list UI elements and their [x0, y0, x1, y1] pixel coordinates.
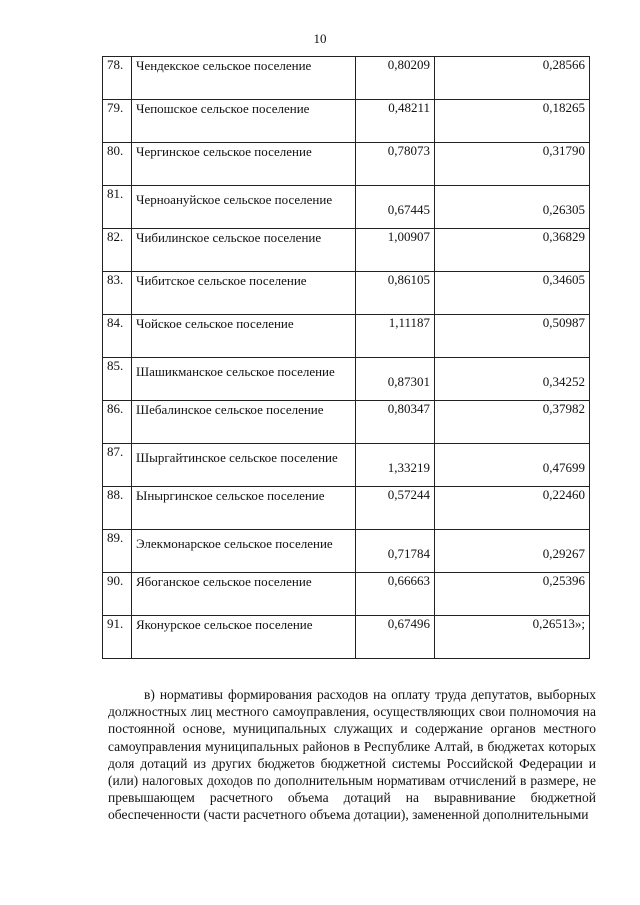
value-1: 0,78073: [356, 143, 435, 186]
table-row: [103, 573, 590, 616]
value-2: 0,34605: [435, 272, 590, 315]
value-2: 0,34252: [435, 358, 590, 401]
value-1: 0,48211: [356, 100, 435, 143]
value-2: 0,37982: [435, 401, 590, 444]
table-row: [103, 487, 590, 530]
value-1: 0,57244: [356, 487, 435, 530]
row-number: 78.: [103, 57, 132, 100]
body-paragraph: в) нормативы формирования расходов на оплату труда депутатов, выборных должностных лиц местного самоуправления, осуществляющих свои полномочия на постоянной основе, муниципальных служащих и содержание органов местного самоуправления муниципальных районов в Республике Алтай, в бюджетах которых доля дотаций из других бюджетов бюджетной системы Российской Федерации и (или) налоговых доходов по дополнительным нормативам отчислений в размере, не превышающем расчетного объема дотаций на выравнивание бюджетной обеспеченности (части расчетного объема дотации), замененной дополнительными: [108, 687, 596, 823]
value-2: 0,28566: [435, 57, 590, 100]
row-number: 81.: [103, 186, 132, 229]
value-2: 0,26305: [435, 186, 590, 229]
value-1: 0,86105: [356, 272, 435, 315]
table-row: [103, 358, 590, 401]
value-1: 1,00907: [356, 229, 435, 272]
settlement-name: Ыныргинское сельское поселение: [132, 487, 356, 530]
row-number: 84.: [103, 315, 132, 358]
table-row: [103, 444, 590, 487]
settlement-name: Чибилинское сельское поселение: [132, 229, 356, 272]
value-1: 0,80209: [356, 57, 435, 100]
table-row: [103, 401, 590, 444]
settlement-name: Чергинское сельское поселение: [132, 143, 356, 186]
settlement-name: Ябоганское сельское поселение: [132, 573, 356, 616]
row-number: 82.: [103, 229, 132, 272]
settlements-table: [102, 56, 590, 659]
page-number: 10: [313, 31, 327, 46]
value-2: 0,47699: [435, 444, 590, 487]
table-row: [103, 186, 590, 229]
row-number: 89.: [103, 530, 132, 573]
row-number: 86.: [103, 401, 132, 444]
settlement-name: Элекмонарское сельское поселение: [132, 530, 356, 573]
table-row: [103, 616, 590, 659]
settlement-name: Чепошское сельское поселение: [132, 100, 356, 143]
value-2: 0,25396: [435, 573, 590, 616]
settlement-name: Шашикманское сельское поселение: [132, 358, 356, 401]
table-row: [103, 530, 590, 573]
value-1: 0,66663: [356, 573, 435, 616]
value-1: 0,71784: [356, 530, 435, 573]
table-row: [103, 143, 590, 186]
value-2: 0,29267: [435, 530, 590, 573]
row-number: 80.: [103, 143, 132, 186]
settlement-name: Чибитское сельское поселение: [132, 272, 356, 315]
value-1: 0,87301: [356, 358, 435, 401]
settlement-name: Шебалинское сельское поселение: [132, 401, 356, 444]
table-row: [103, 229, 590, 272]
table-row: [103, 57, 590, 100]
value-1: 0,80347: [356, 401, 435, 444]
table-row: [103, 100, 590, 143]
value-2: 0,31790: [435, 143, 590, 186]
value-2: 0,22460: [435, 487, 590, 530]
row-number: 90.: [103, 573, 132, 616]
row-number: 79.: [103, 100, 132, 143]
settlement-name: Яконурское сельское поселение: [132, 616, 356, 659]
table-row: [103, 315, 590, 358]
value-2: 0,26513»;: [435, 616, 590, 659]
value-2: 0,50987: [435, 315, 590, 358]
value-2: 0,36829: [435, 229, 590, 272]
row-number: 83.: [103, 272, 132, 315]
settlement-name: Шыргайтинское сельское поселение: [132, 444, 356, 487]
value-1: 0,67445: [356, 186, 435, 229]
settlement-name: Чойское сельское поселение: [132, 315, 356, 358]
table-row: [103, 272, 590, 315]
row-number: 87.: [103, 444, 132, 487]
row-number: 88.: [103, 487, 132, 530]
row-number: 91.: [103, 616, 132, 659]
value-1: 0,67496: [356, 616, 435, 659]
row-number: 85.: [103, 358, 132, 401]
settlement-name: Черноануйское сельское поселение: [132, 186, 356, 229]
value-1: 1,33219: [356, 444, 435, 487]
settlement-name: Чендекское сельское поселение: [132, 57, 356, 100]
value-2: 0,18265: [435, 100, 590, 143]
value-1: 1,11187: [356, 315, 435, 358]
